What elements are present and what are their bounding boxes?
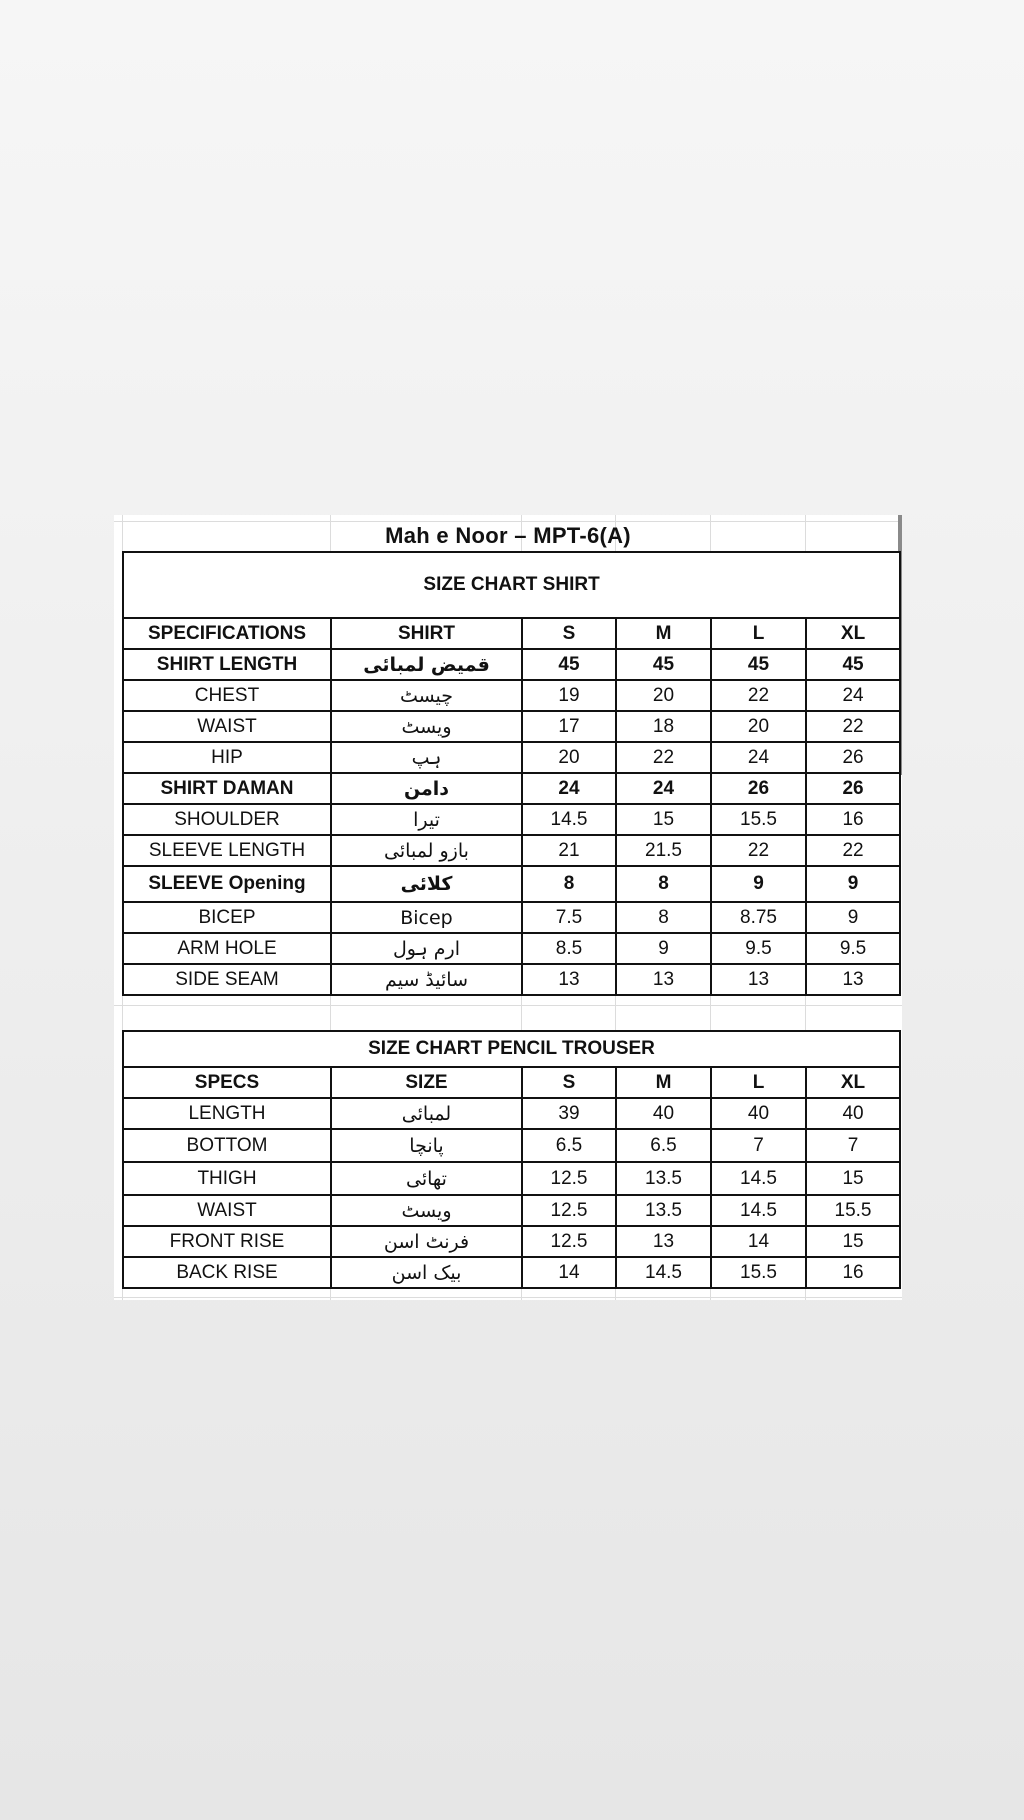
size-m-cell: 13 <box>616 1226 711 1257</box>
spec-cell: BOTTOM <box>123 1129 331 1162</box>
urdu-label-cell: چیسٹ <box>331 680 522 711</box>
column-header: S <box>522 1067 616 1098</box>
column-header: SHIRT <box>331 618 522 649</box>
size-s-cell: 12.5 <box>522 1195 616 1226</box>
spec-cell: SIDE SEAM <box>123 964 331 995</box>
size-s-cell: 14.5 <box>522 804 616 835</box>
spec-cell: SHOULDER <box>123 804 331 835</box>
size-m-cell: 40 <box>616 1098 711 1129</box>
size-xl-cell: 24 <box>806 680 900 711</box>
size-xl-cell: 9 <box>806 866 900 902</box>
spec-cell: WAIST <box>123 711 331 742</box>
urdu-label-cell: ویسٹ <box>331 711 522 742</box>
size-m-cell: 9 <box>616 933 711 964</box>
size-xl-cell: 9.5 <box>806 933 900 964</box>
table-row <box>123 933 900 964</box>
table-row <box>123 711 900 742</box>
size-l-cell: 14.5 <box>711 1195 806 1226</box>
spec-cell: THIGH <box>123 1162 331 1195</box>
size-xl-cell: 26 <box>806 742 900 773</box>
size-chart-sheet <box>114 515 902 1300</box>
size-m-cell: 13 <box>616 964 711 995</box>
size-l-cell: 9 <box>711 866 806 902</box>
urdu-label-cell: ویسٹ <box>331 1195 522 1226</box>
size-m-cell: 13.5 <box>616 1162 711 1195</box>
grid-line <box>114 1005 902 1006</box>
grid-line <box>114 521 902 522</box>
table-row <box>123 902 900 933</box>
size-l-cell: 20 <box>711 711 806 742</box>
size-xl-cell: 16 <box>806 804 900 835</box>
size-xl-cell: 22 <box>806 835 900 866</box>
brand-title: Mah e Noor – MPT-6(A) <box>385 523 631 548</box>
size-s-cell: 24 <box>522 773 616 804</box>
column-header: L <box>711 618 806 649</box>
spec-cell: HIP <box>123 742 331 773</box>
urdu-label-cell: ارم ہول <box>331 933 522 964</box>
size-s-cell: 7.5 <box>522 902 616 933</box>
size-xl-cell: 45 <box>806 649 900 680</box>
table-row <box>123 1098 900 1129</box>
size-s-cell: 19 <box>522 680 616 711</box>
size-xl-cell: 15 <box>806 1162 900 1195</box>
table-row <box>123 649 900 680</box>
size-m-cell: 45 <box>616 649 711 680</box>
size-m-cell: 22 <box>616 742 711 773</box>
urdu-label-cell: لمبائی <box>331 1098 522 1129</box>
size-xl-cell: 26 <box>806 773 900 804</box>
size-m-cell: 8 <box>616 902 711 933</box>
size-l-cell: 7 <box>711 1129 806 1162</box>
urdu-label-cell: کلائی <box>331 866 522 902</box>
column-header: M <box>616 1067 711 1098</box>
size-s-cell: 20 <box>522 742 616 773</box>
size-xl-cell: 15.5 <box>806 1195 900 1226</box>
column-header: SIZE <box>331 1067 522 1098</box>
size-xl-cell: 40 <box>806 1098 900 1129</box>
column-header: S <box>522 618 616 649</box>
spec-cell: SHIRT LENGTH <box>123 649 331 680</box>
table-row <box>123 866 900 902</box>
size-xl-cell: 22 <box>806 711 900 742</box>
size-m-cell: 13.5 <box>616 1195 711 1226</box>
spec-cell: CHEST <box>123 680 331 711</box>
size-xl-cell: 15 <box>806 1226 900 1257</box>
size-l-cell: 13 <box>711 964 806 995</box>
table-row <box>123 680 900 711</box>
column-header: XL <box>806 1067 900 1098</box>
table-row <box>123 1162 900 1195</box>
trouser-chart-title: SIZE CHART PENCIL TROUSER <box>123 1031 900 1067</box>
urdu-label-cell: پانچا <box>331 1129 522 1162</box>
size-l-cell: 9.5 <box>711 933 806 964</box>
size-xl-cell: 16 <box>806 1257 900 1288</box>
size-m-cell: 21.5 <box>616 835 711 866</box>
size-xl-cell: 7 <box>806 1129 900 1162</box>
shirt-size-table <box>122 551 901 996</box>
column-header: SPECS <box>123 1067 331 1098</box>
size-l-cell: 14.5 <box>711 1162 806 1195</box>
urdu-label-cell: سائیڈ سیم <box>331 964 522 995</box>
size-l-cell: 24 <box>711 742 806 773</box>
urdu-label-cell: Bicep <box>331 902 522 933</box>
size-l-cell: 15.5 <box>711 804 806 835</box>
size-s-cell: 8 <box>522 866 616 902</box>
urdu-label-cell: فرنٹ اسن <box>331 1226 522 1257</box>
size-m-cell: 6.5 <box>616 1129 711 1162</box>
spec-cell: SLEEVE Opening <box>123 866 331 902</box>
urdu-label-cell: بازو لمبائی <box>331 835 522 866</box>
urdu-label-cell: قمیض لمبائی <box>331 649 522 680</box>
size-l-cell: 14 <box>711 1226 806 1257</box>
spec-cell: BICEP <box>123 902 331 933</box>
size-xl-cell: 13 <box>806 964 900 995</box>
urdu-label-cell: دامن <box>331 773 522 804</box>
spec-cell: SHIRT DAMAN <box>123 773 331 804</box>
column-header: XL <box>806 618 900 649</box>
table-row <box>123 1257 900 1288</box>
size-l-cell: 22 <box>711 680 806 711</box>
spec-cell: FRONT RISE <box>123 1226 331 1257</box>
size-s-cell: 8.5 <box>522 933 616 964</box>
size-m-cell: 20 <box>616 680 711 711</box>
size-s-cell: 12.5 <box>522 1226 616 1257</box>
size-xl-cell: 9 <box>806 902 900 933</box>
size-s-cell: 12.5 <box>522 1162 616 1195</box>
size-m-cell: 14.5 <box>616 1257 711 1288</box>
spec-cell: WAIST <box>123 1195 331 1226</box>
spec-cell: LENGTH <box>123 1098 331 1129</box>
urdu-label-cell: ہپ <box>331 742 522 773</box>
table-row <box>123 835 900 866</box>
shirt-chart-title: SIZE CHART SHIRT <box>123 552 900 618</box>
spec-cell: BACK RISE <box>123 1257 331 1288</box>
table-row <box>123 773 900 804</box>
spec-cell: SLEEVE LENGTH <box>123 835 331 866</box>
column-header: L <box>711 1067 806 1098</box>
size-m-cell: 24 <box>616 773 711 804</box>
size-l-cell: 45 <box>711 649 806 680</box>
size-l-cell: 22 <box>711 835 806 866</box>
size-s-cell: 45 <box>522 649 616 680</box>
table-row <box>123 1226 900 1257</box>
spec-cell: ARM HOLE <box>123 933 331 964</box>
size-m-cell: 15 <box>616 804 711 835</box>
column-header: M <box>616 618 711 649</box>
trouser-size-table <box>122 1030 901 1289</box>
urdu-label-cell: تیرا <box>331 804 522 835</box>
size-m-cell: 18 <box>616 711 711 742</box>
urdu-label-cell: تھائی <box>331 1162 522 1195</box>
size-s-cell: 14 <box>522 1257 616 1288</box>
size-l-cell: 40 <box>711 1098 806 1129</box>
size-l-cell: 15.5 <box>711 1257 806 1288</box>
size-m-cell: 8 <box>616 866 711 902</box>
table-row <box>123 964 900 995</box>
size-s-cell: 21 <box>522 835 616 866</box>
grid-line <box>114 1297 902 1298</box>
size-s-cell: 17 <box>522 711 616 742</box>
column-header: SPECIFICATIONS <box>123 618 331 649</box>
size-l-cell: 26 <box>711 773 806 804</box>
table-row <box>123 742 900 773</box>
table-row <box>123 1195 900 1226</box>
urdu-label-cell: بیک اسن <box>331 1257 522 1288</box>
size-s-cell: 39 <box>522 1098 616 1129</box>
size-s-cell: 13 <box>522 964 616 995</box>
table-row <box>123 1129 900 1162</box>
size-s-cell: 6.5 <box>522 1129 616 1162</box>
size-l-cell: 8.75 <box>711 902 806 933</box>
table-row <box>123 804 900 835</box>
